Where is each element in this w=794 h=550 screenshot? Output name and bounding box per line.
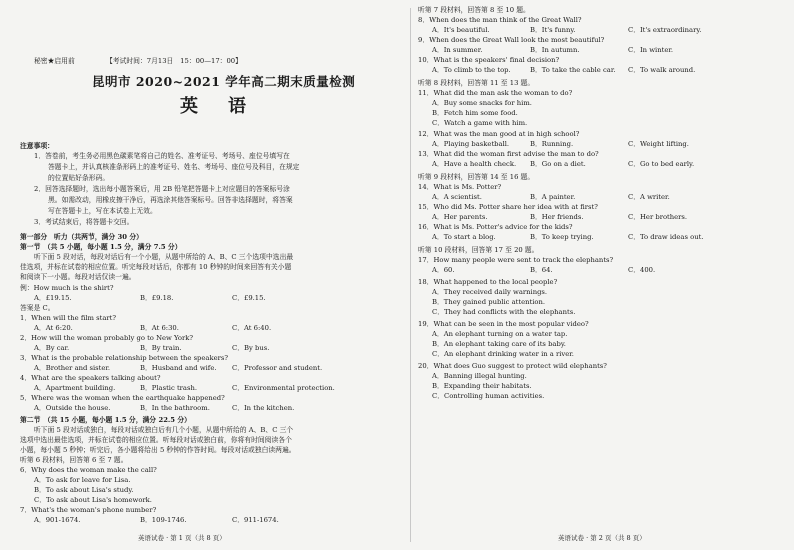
section-desc: 选项中选出最佳选项，并标在试卷的相应位置。听每段对话或独白前，你将有时间阅读各个 — [20, 436, 292, 444]
material-intro: 听第 8 段材料，回答第 11 至 13 题。 — [418, 79, 535, 87]
option: B．Go on a diet. — [530, 160, 586, 168]
option: B．109-1746. — [140, 516, 187, 524]
option: B．Running. — [530, 140, 574, 148]
example-answer: 答案是 C。 — [20, 304, 55, 312]
notice-line: 黑。如需改动，用橡皮擦干净后，再选涂其他答案标号。回答非选择题时，将答案 — [48, 196, 293, 204]
notice-line: 2．回答选择题时，选出每小题答案后，用 2B 铅笔把答题卡上对应题目的答案标号涂 — [34, 185, 290, 193]
column-divider — [410, 8, 411, 542]
option: A．An elephant turning on a water tap. — [432, 330, 568, 338]
option: B．Her friends. — [530, 213, 584, 221]
option: B．Expanding their habitats. — [432, 382, 532, 390]
option: C．In the kitchen. — [232, 404, 295, 412]
option: B．Fetch him some food. — [432, 109, 518, 117]
question: 18．What happened to the local people? — [418, 278, 558, 286]
option: A．To climb to the top. — [432, 66, 511, 74]
option: C．At 6:40. — [232, 324, 272, 332]
question: 11．What did the man ask the woman to do? — [418, 89, 573, 97]
option: B．64. — [530, 266, 553, 274]
option: C．To walk around. — [628, 66, 696, 74]
option: C．911-1674. — [232, 516, 279, 524]
exam-time: 【考试时间：7月13日 15：00—17：00】 — [106, 57, 242, 65]
option: A．They received daily warnings. — [432, 288, 548, 296]
material-intro: 听第 10 段材料，回答第 17 至 20 题。 — [418, 246, 539, 254]
page-footer: 英语试卷 · 第 2 页（共 8 页） — [558, 534, 646, 542]
question: 20．What does Guo suggest to protect wild elephants? — [418, 362, 607, 370]
notice-line: 写在答题卡上，写在本试卷上无效。 — [48, 207, 157, 215]
option: C．Go to bed early. — [628, 160, 695, 168]
section-desc: 小题，每小题 5 秒钟；听完后，各小题将给出 5 秒钟的作答时间。每段对话或独白读两遍。 — [20, 446, 296, 454]
option: C．Controlling human activities. — [432, 392, 545, 400]
section-desc: 佳选项，并标在试卷的相应位置。听完每段对话后，你都有 10 秒钟的时间来回答有关小题 — [20, 263, 292, 271]
option: A．In summer. — [432, 46, 483, 54]
option: B．In autumn. — [530, 46, 580, 54]
option: C．Professor and student. — [232, 364, 323, 372]
option: C．Her brothers. — [628, 213, 688, 221]
option: A．At 6:20. — [34, 324, 73, 332]
option: B．To take the cable car. — [530, 66, 616, 74]
section-desc: 听下面 5 段对话或独白，每段对话或独白后有几个小题，从题中所给的 A、B、C 三个 — [34, 426, 294, 434]
notice-line: 的位置贴好条形码。 — [48, 174, 110, 182]
option: B．In the bathroom. — [140, 404, 210, 412]
notice-line: 答题卡上，并认真核准条形码上的准考证号、姓名、考场号、座位号及科目，在规定 — [48, 163, 300, 171]
option: A．Have a health check. — [432, 160, 517, 168]
option: A．It's beautiful. — [432, 26, 490, 34]
option: A．Apartment building. — [34, 384, 116, 392]
option: A．Playing basketball. — [432, 140, 510, 148]
option: C．A writer. — [628, 193, 670, 201]
option: C．In winter. — [628, 46, 674, 54]
option: A．Banning illegal hunting. — [432, 372, 527, 380]
option: B．By train. — [140, 344, 182, 352]
option: B．Plastic trash. — [140, 384, 198, 392]
option: A．60. — [432, 266, 455, 274]
option: A．Her parents. — [432, 213, 488, 221]
question: 12．What was the man good at in high school? — [418, 130, 580, 138]
subject-title: 英 语 — [180, 96, 252, 117]
material-intro: 听第 7 段材料，回答第 8 至 10 题。 — [418, 6, 530, 14]
question: 8．When does the man think of the Great Wall? — [418, 16, 582, 24]
option: C．400. — [628, 266, 656, 274]
option: C．Watch a game with him. — [432, 119, 528, 127]
option: A．To start a blog. — [432, 233, 496, 241]
section-heading: 第一节 （共 5 小题，每小题 1.5 分，满分 7.5 分） — [20, 243, 182, 251]
section-desc: 听第 6 段材料，回答第 6 至 7 题。 — [20, 456, 128, 464]
option: C．An elephant drinking water in a river. — [432, 350, 574, 358]
question: 17．How many people were sent to track the elephants? — [418, 256, 614, 264]
material-intro: 听第 9 段材料，回答第 14 至 16 题。 — [418, 173, 535, 181]
section-desc: 听下面 5 段对话，每段对话后有一个小题，从题中所给的 A、B、C 三个选项中选出最 — [34, 253, 294, 261]
part-heading: 第一部分 听力（共两节，满分 30 分） — [20, 233, 143, 241]
option: C．Weight lifting. — [628, 140, 689, 148]
option: A．By car. — [34, 344, 70, 352]
example-option: A．£19.15. — [34, 294, 72, 302]
option: B．An elephant taking care of its baby. — [432, 340, 566, 348]
option: C．To ask about Lisa's homework. — [34, 496, 152, 504]
question: 15．Who did Ms. Potter share her idea with at first? — [418, 203, 598, 211]
question: 4．What are the speakers talking about? — [20, 374, 161, 382]
notice-line: 1．答卷前，考生务必用黑色碳素笔将自己的姓名、准考证号、考场号、座位号填写在 — [34, 152, 290, 160]
question: 14．What is Ms. Potter? — [418, 183, 502, 191]
option: B．They gained public attention. — [432, 298, 546, 306]
option: B．A painter. — [530, 193, 576, 201]
section-desc: 和阅读下一小题。每段对话仅读一遍。 — [20, 273, 136, 281]
page-one — [20, 0, 405, 550]
question: 19．What can be seen in the most popular video? — [418, 320, 589, 328]
section-heading: 第二节 （共 15 小题，每小题 1.5 分，满分 22.5 分） — [20, 416, 191, 424]
option: A．Brother and sister. — [34, 364, 111, 372]
example-option: B．£9.18. — [140, 294, 174, 302]
question: 16．What is Ms. Potter's advice for the kids? — [418, 223, 573, 231]
page-two — [418, 0, 788, 550]
question: 7．What's the woman's phone number? — [20, 506, 157, 514]
option: B．It's funny. — [530, 26, 576, 34]
option: C．They had conflicts with the elephants. — [432, 308, 576, 316]
question: 2．How will the woman probably go to New York? — [20, 334, 194, 342]
question: 1．When will the film start? — [20, 314, 117, 322]
page-footer: 英语试卷 · 第 1 页（共 8 页） — [138, 534, 226, 542]
option: A．Buy some snacks for him. — [432, 99, 532, 107]
question: 10．What is the speakers' final decision? — [418, 56, 560, 64]
example-question: 例：How much is the shirt? — [20, 284, 114, 292]
option: A．901-1674. — [34, 516, 81, 524]
question: 9．When does the Great Wall look the most beautiful? — [418, 36, 605, 44]
question: 13．What did the woman first advise the man to do? — [418, 150, 599, 158]
confidential-mark: 秘密★启用前 — [34, 57, 75, 65]
option: C．To draw ideas out. — [628, 233, 704, 241]
option: A．A scientist. — [432, 193, 482, 201]
page-title: 昆明市 2020~2021 学年高二期末质量检测 — [92, 74, 356, 89]
notice-line: 3．考试结束后，将答题卡交回。 — [34, 218, 134, 226]
option: B．Husband and wife. — [140, 364, 217, 372]
option: B．To keep trying. — [530, 233, 594, 241]
option: C．It's extraordinary. — [628, 26, 702, 34]
notice-heading: 注意事项： — [20, 142, 54, 150]
question: 6．Why does the woman make the call? — [20, 466, 157, 474]
option: B．At 6:30. — [140, 324, 179, 332]
question: 5．Where was the woman when the earthquake happened? — [20, 394, 225, 402]
option: C．By bus. — [232, 344, 270, 352]
question: 3．What is the probable relationship between the speakers? — [20, 354, 229, 362]
option: A．Outside the house. — [34, 404, 111, 412]
example-option: C．£9.15. — [232, 294, 266, 302]
option: A．To ask for leave for Lisa. — [34, 476, 131, 484]
option: C．Environmental protection. — [232, 384, 335, 392]
option: B．To ask about Lisa's study. — [34, 486, 134, 494]
